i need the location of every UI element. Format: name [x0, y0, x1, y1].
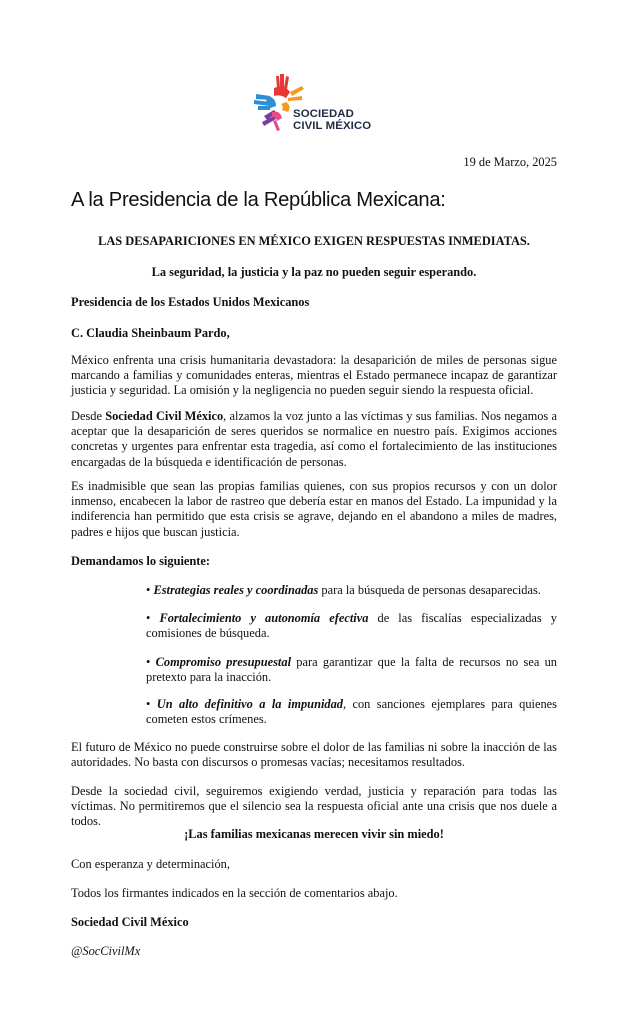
demand-emphasis: Compromiso presupuestal [155, 655, 292, 669]
organization-name: Sociedad Civil México [105, 409, 224, 423]
paragraph-5: Desde la sociedad civil, seguiremos exigiendo verdad, justicia y reparación para todas las víctimas. No permitiremos que el silencio sea la respuesta oficial ante una crisis que nos duele a todos. [71, 784, 557, 829]
demand-emphasis: Un alto definitivo a la impunidad [156, 697, 343, 711]
demand-text: para la búsqueda de personas desaparecidas. [318, 583, 541, 597]
demand-item [146, 611, 557, 641]
demand-emphasis: Estrategias reales y coordinadas [153, 583, 319, 597]
recipient-name: C. Claudia Sheinbaum Pardo, [71, 326, 230, 340]
demands-heading: Demandamos lo siguiente: [71, 554, 211, 568]
bullet-mark: • [146, 697, 157, 711]
paragraph-4: El futuro de México no puede construirse sobre el dolor de las familias ni sobre la inacción de las autoridades. No basta con discursos o promesas vacías; necesitamos resultados. [71, 740, 557, 770]
sociedad-civil-logo [250, 72, 388, 150]
bullet-mark: • [146, 611, 160, 625]
recipient-office: Presidencia de los Estados Unidos Mexicanos [71, 295, 310, 309]
paragraph-2 [71, 409, 557, 470]
letter-heading: A la Presidencia de la República Mexicana: [71, 189, 446, 211]
paragraph-3: Es inadmisible que sean las propias familias quienes, con sus propios recursos y con un dolor inmenso, encabecen la labor de rastreo que debería estar en manos del Estado. La impunidad y la indiferencia han permitido que esta crisis se agrave, dejando en el abandono a miles de madres, padres e hijos que buscan justicia. [71, 479, 557, 539]
letter-date: 19 de Marzo, 2025 [463, 155, 557, 169]
demand-text: , con sanciones ejemplares para quienes cometen estos crímenes. [146, 697, 558, 727]
logo-line-1: SOCIEDAD [293, 108, 354, 120]
bullet-mark: • [146, 655, 156, 669]
demand-text: de las fiscalías especializadas y comisiones de búsqueda. [146, 611, 557, 641]
paragraph-1: México enfrenta una crisis humanitaria devastadora: la desaparición de miles de personas sigue marcando a familias y comunidades enteras, mientras el Estado permanece incapaz de garantizar justicia y seguridad. La omisión y la negligencia no pueden seguir siendo la respuesta oficial. [71, 353, 557, 398]
demand-text: para garantizar que la falta de recursos no sea un pretexto para la inacción. [146, 655, 557, 685]
demand-item [146, 583, 557, 598]
demand-emphasis: Fortalecimiento y autonomía efectiva [159, 611, 369, 625]
demand-item [146, 655, 557, 685]
signatories-note: Todos los firmantes indicados en la sección de comentarios abajo. [71, 886, 398, 900]
logo-line-2: CIVIL MÉXICO [293, 120, 372, 132]
slogan: ¡Las familias mexicanas merecen vivir sin miedo! [184, 827, 444, 841]
headline: LAS DESAPARICIONES EN MÉXICO EXIGEN RESPUESTAS INMEDIATAS. [98, 234, 530, 248]
logo-text [293, 108, 371, 132]
subheadline: La seguridad, la justicia y la paz no pueden seguir esperando. [151, 265, 477, 279]
signature: Sociedad Civil México [71, 915, 189, 929]
demand-item [146, 697, 557, 727]
paragraph-2-post: , alzamos la voz junto a las víctimas y sus familias. Nos negamos a aceptar que la desaparición de seres queridos se normalice en nuestro país. Exigimos acciones concretas y urgentes para enfrentar esta tragedia, así como el fortalecimiento de las instituciones encargadas de la búsqueda e identificación de personas. [71, 409, 557, 469]
bullet-mark: • [146, 583, 154, 597]
closing-line: Con esperanza y determinación, [71, 857, 230, 871]
paragraph-2-pre: Desde [71, 409, 106, 423]
social-handle: @SocCivilMx [71, 944, 141, 958]
